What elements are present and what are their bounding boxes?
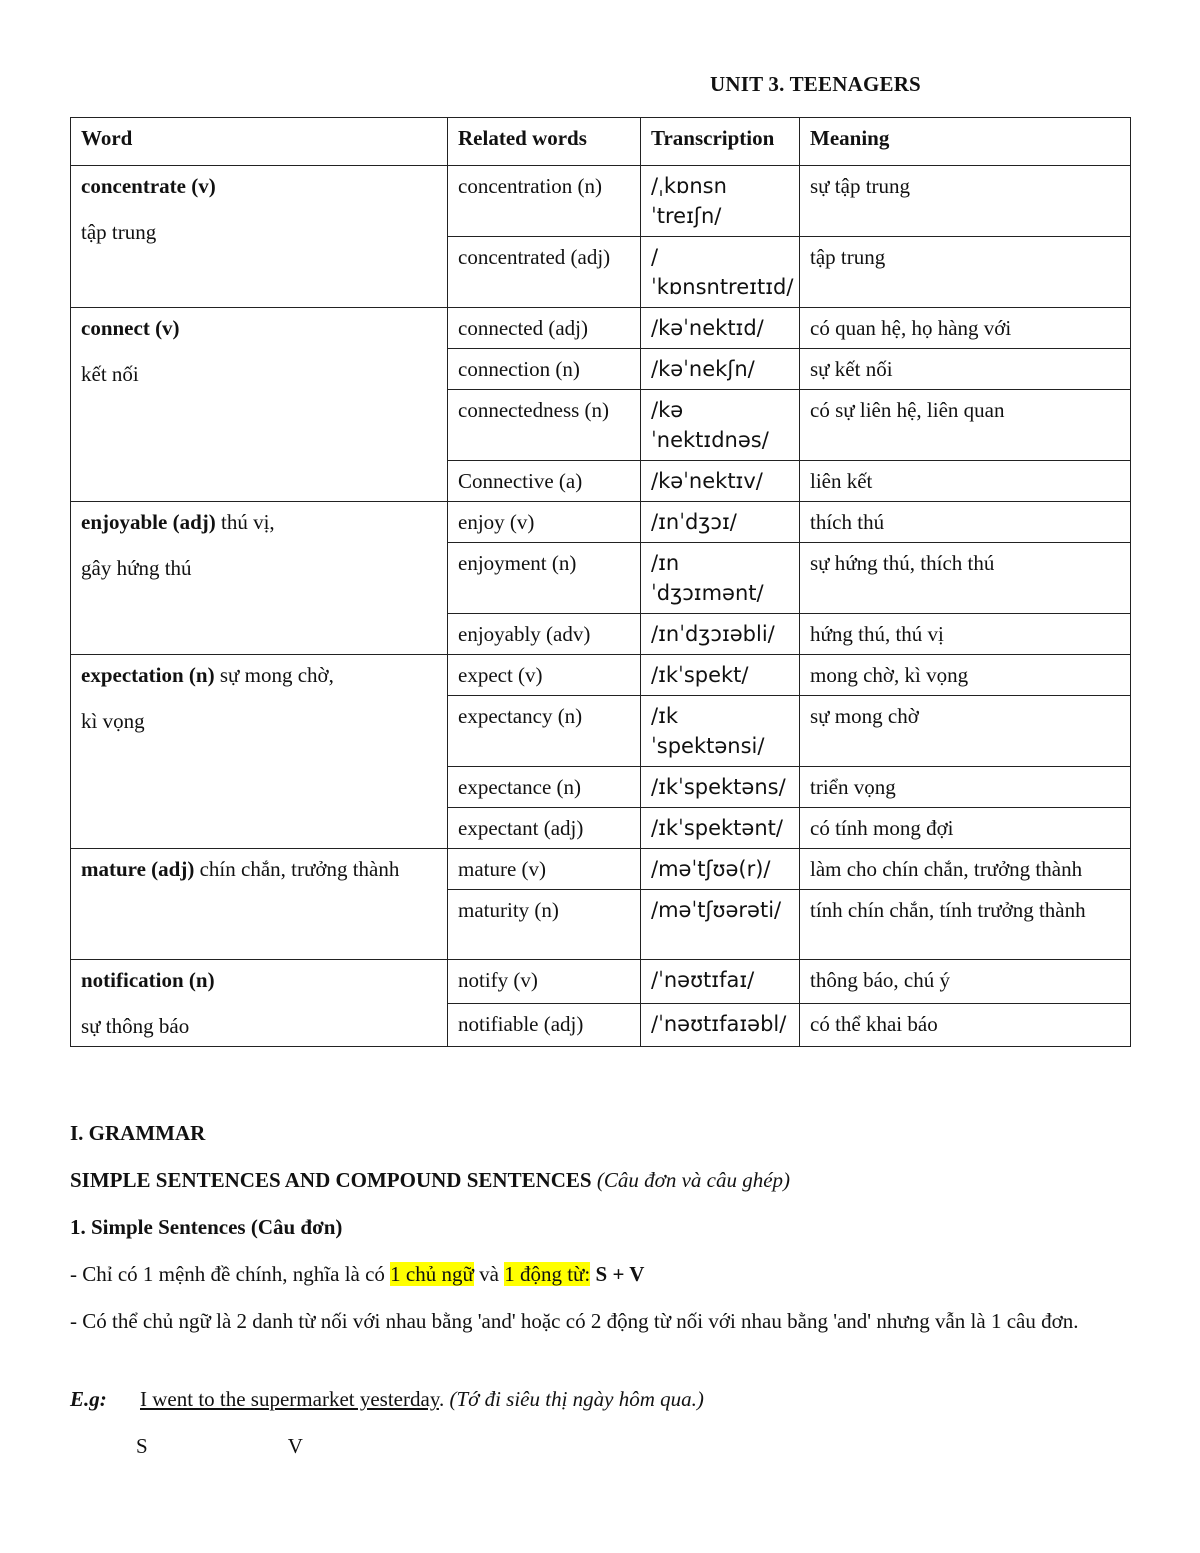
vocabulary-table — [70, 117, 1131, 1047]
header-transcription: Transcription — [641, 118, 800, 166]
headword-meaning: kì vọng — [81, 709, 145, 733]
transcription: /məˈtʃʊə(r)/ — [641, 849, 800, 890]
headword-meaning: kết nối — [81, 362, 139, 386]
subtitle-text: SIMPLE SENTENCES AND COMPOUND SENTENCES — [70, 1168, 592, 1192]
table-row — [71, 308, 1131, 349]
related-word: notify (v) — [448, 960, 641, 1004]
header-meaning: Meaning — [800, 118, 1131, 166]
meaning: thông báo, chú ý — [800, 960, 1131, 1004]
meaning: tính chín chắn, tính trưởng thành — [800, 890, 1131, 960]
headword-meaning-inline: chín chắn, trưởng thành — [194, 857, 400, 881]
table-row — [71, 960, 1131, 1004]
transcription: /ˈnəʊtɪfaɪ/ — [641, 960, 800, 1004]
transcription: /kəˈnektɪv/ — [641, 461, 800, 502]
transcription: /ɪnˈdʒɔɪəbli/ — [641, 614, 800, 655]
related-word: enjoy (v) — [448, 502, 641, 543]
headword: enjoyable (adj) — [81, 510, 216, 534]
highlight-subject: 1 chủ ngữ — [390, 1262, 474, 1286]
transcription: /kəˈnektɪdnəs/ — [641, 390, 800, 461]
word-cell — [71, 960, 448, 1047]
bullet-1-text: - Chỉ có 1 mệnh đề chính, nghĩa là có — [70, 1262, 391, 1286]
meaning: sự kết nối — [800, 349, 1131, 390]
meaning: mong chờ, kì vọng — [800, 655, 1131, 696]
transcription: /ˌkɒnsnˈtreɪʃn/ — [641, 166, 800, 237]
meaning: có thể khai báo — [800, 1003, 1131, 1047]
table-row — [71, 849, 1131, 890]
headword-meaning: sự thông báo — [81, 1014, 190, 1038]
meaning: có sự liên hệ, liên quan — [800, 390, 1131, 461]
headword-meaning: gây hứng thú — [81, 556, 192, 580]
meaning: sự hứng thú, thích thú — [800, 543, 1131, 614]
example-line — [70, 1384, 704, 1414]
meaning: sự tập trung — [800, 166, 1131, 237]
headword-meaning-inline: sự mong chờ, — [214, 663, 334, 687]
word-cell — [71, 502, 448, 655]
related-word: concentrated (adj) — [448, 237, 641, 308]
related-word: enjoyment (n) — [448, 543, 641, 614]
transcription: /ˈkɒnsntreɪtɪd/ — [641, 237, 800, 308]
meaning: liên kết — [800, 461, 1131, 502]
meaning: thích thú — [800, 502, 1131, 543]
meaning: có tính mong đợi — [800, 808, 1131, 849]
transcription: /ɪkˈspektəns/ — [641, 767, 800, 808]
example-label: E.g: — [70, 1387, 107, 1411]
meaning: triển vọng — [800, 767, 1131, 808]
transcription: /ɪnˈdʒɔɪ/ — [641, 502, 800, 543]
word-cell — [71, 166, 448, 308]
headword: expectation (n) — [81, 663, 215, 687]
table-row — [71, 166, 1131, 237]
transcription: /ɪkˈspektənt/ — [641, 808, 800, 849]
related-word: connection (n) — [448, 349, 641, 390]
related-word: expect (v) — [448, 655, 641, 696]
related-word: mature (v) — [448, 849, 641, 890]
related-word: connected (adj) — [448, 308, 641, 349]
bullet-1 — [70, 1259, 644, 1289]
related-word: expectancy (n) — [448, 696, 641, 767]
headword: notification (n) — [81, 968, 215, 992]
headword-meaning-inline: thú vị, — [215, 510, 275, 534]
example-subject: I — [140, 1387, 147, 1411]
meaning: sự mong chờ — [800, 696, 1131, 767]
example-translation: (Tớ đi siêu thị ngày hôm qua.) — [449, 1387, 704, 1411]
bullet-1-mid: và — [473, 1262, 505, 1286]
table-row — [71, 655, 1131, 696]
transcription: /ɪkˈspektənsi/ — [641, 696, 800, 767]
verb-label: V — [287, 1434, 303, 1458]
headword: connect (v) — [81, 316, 180, 340]
related-word: Connective (a) — [448, 461, 641, 502]
meaning: tập trung — [800, 237, 1131, 308]
table-header-row — [71, 118, 1131, 166]
example-sentence: went to the supermarket yesterday — [147, 1387, 439, 1411]
word-cell — [71, 308, 448, 502]
table-row — [71, 502, 1131, 543]
transcription: /kəˈnekʃn/ — [641, 349, 800, 390]
related-word: connectedness (n) — [448, 390, 641, 461]
section-heading: I. GRAMMAR — [70, 1121, 206, 1145]
header-word: Word — [71, 118, 448, 166]
meaning: làm cho chín chắn, trưởng thành — [800, 849, 1131, 890]
headword: concentrate (v) — [81, 174, 216, 198]
related-word: concentration (n) — [448, 166, 641, 237]
transcription: /məˈtʃʊərəti/ — [641, 890, 800, 960]
headword-meaning: tập trung — [81, 220, 157, 244]
sv-labels — [70, 1431, 303, 1461]
subtitle-translation: (Câu đơn và câu ghép) — [596, 1168, 791, 1192]
related-word: expectant (adj) — [448, 808, 641, 849]
grammar-subtitle — [70, 1165, 790, 1195]
subject-label: S — [136, 1434, 148, 1458]
subsection-heading: 1. Simple Sentences (Câu đơn) — [70, 1215, 343, 1239]
transcription: /ɪnˈdʒɔɪmənt/ — [641, 543, 800, 614]
transcription: /ɪkˈspekt/ — [641, 655, 800, 696]
meaning: có quan hệ, họ hàng với — [800, 308, 1131, 349]
related-word: notifiable (adj) — [448, 1003, 641, 1047]
unit-title: UNIT 3. TEENAGERS — [710, 72, 921, 96]
headword: mature (adj) — [81, 857, 195, 881]
word-cell — [71, 655, 448, 849]
highlight-verb: 1 động từ: — [504, 1262, 591, 1286]
formula: S + V — [590, 1262, 645, 1286]
meaning: hứng thú, thú vị — [800, 614, 1131, 655]
transcription: /ˈnəʊtɪfaɪəbl/ — [641, 1003, 800, 1047]
word-cell — [71, 849, 448, 960]
bullet-2: - Có thể chủ ngữ là 2 danh từ nối với nhau bằng 'and' hoặc có 2 động từ nối với nhau bằng 'and' nhưng vẫn là 1 câu đơn. — [70, 1309, 1079, 1333]
example-period: . — [438, 1387, 445, 1411]
header-related-words: Related words — [448, 118, 641, 166]
related-word: enjoyably (adv) — [448, 614, 641, 655]
related-word: maturity (n) — [448, 890, 641, 960]
related-word: expectance (n) — [448, 767, 641, 808]
transcription: /kəˈnektɪd/ — [641, 308, 800, 349]
